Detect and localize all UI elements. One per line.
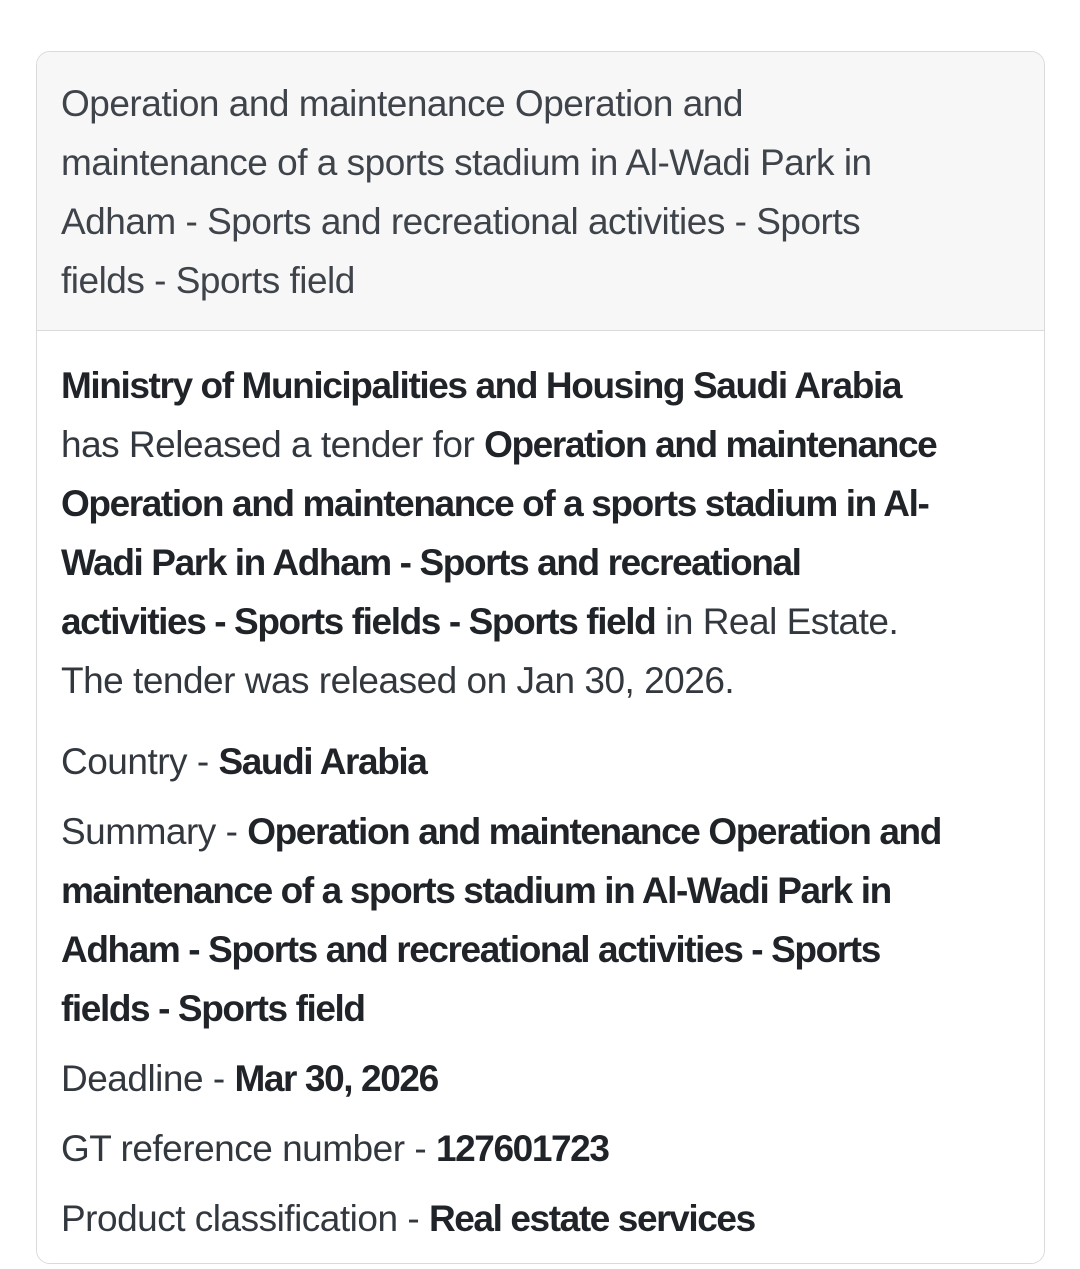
tender-details [37, 331, 1044, 1263]
field-country-separator: - [187, 741, 219, 782]
field-deadline-value: Mar 30, 2026 [234, 1058, 438, 1099]
field-summary-label: Summary [61, 811, 216, 852]
field-deadline [61, 1049, 946, 1108]
field-summary [61, 802, 946, 1038]
field-deadline-label: Deadline [61, 1058, 204, 1099]
field-summary-value: Operation and maintenance Operation and maintenance of a sports stadium in Al-Wadi Park in Adham - Sports and recreational activities - Sports fields - Sports field [61, 811, 941, 1029]
tender-name: Operation and maintenance Operation and maintenance of a sports stadium in Al-Wadi Park in Adham - Sports and recreational activities - Sports fields - Sports field [61, 424, 937, 642]
field-gt-reference-value: 127601723 [435, 1128, 609, 1169]
field-country [61, 732, 946, 791]
field-gt-reference-number [61, 1119, 946, 1178]
tender-intro-paragraph [61, 356, 946, 710]
field-gt-reference-label: GT reference number [61, 1128, 405, 1169]
field-summary-separator: - [215, 811, 248, 852]
field-product-classification-value: Real estate services [428, 1198, 755, 1239]
field-country-value: Saudi Arabia [218, 741, 427, 782]
tender-title: Operation and maintenance Operation and maintenance of a sports stadium in Al-Wadi Park in Adham - Sports and recreational activities - Sports fields - Sports field [61, 83, 872, 301]
field-product-classification-label: Product classification [61, 1198, 398, 1239]
intro-connector-text: has Released a tender for [61, 424, 485, 465]
field-product-classification-separator: - [397, 1198, 429, 1239]
tender-card [36, 51, 1045, 1264]
tender-title-header[interactable] [37, 52, 1044, 331]
field-product-classification [61, 1189, 946, 1248]
field-gt-reference-separator: - [404, 1128, 436, 1169]
field-deadline-separator: - [203, 1058, 235, 1099]
field-country-label: Country [61, 741, 188, 782]
tender-organization: Ministry of Municipalities and Housing Saudi Arabia [61, 365, 901, 406]
intro-closing-text: in Real Estate. The tender was released on Jan 30, 2026. [61, 601, 899, 701]
